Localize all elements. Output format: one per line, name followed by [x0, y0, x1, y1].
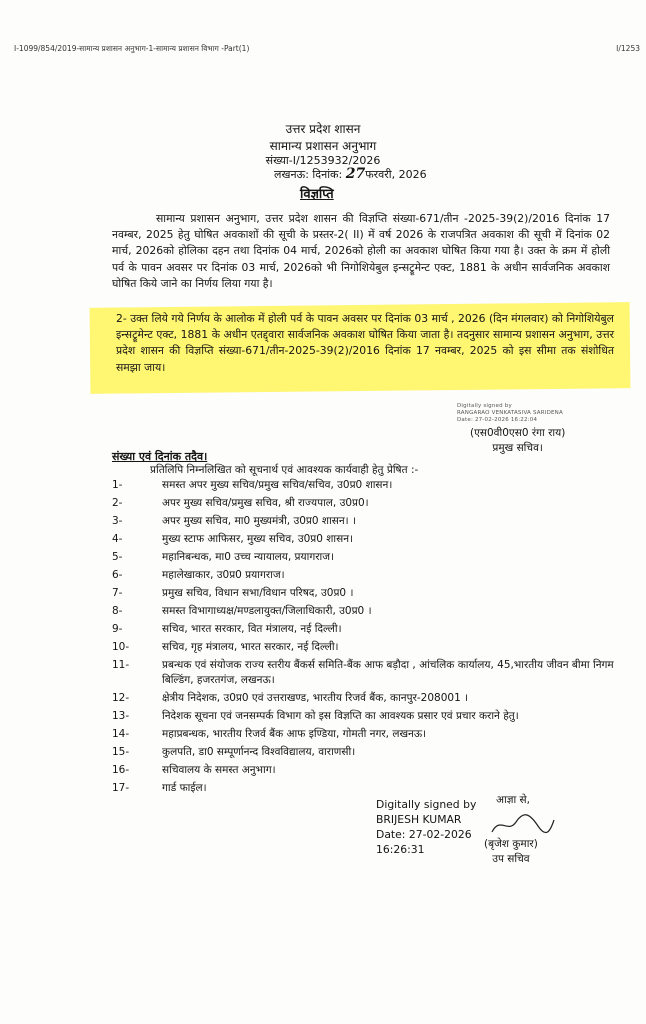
file-reference: I-1099/854/2019-सामान्य प्रशासन अनुभाग-1-सामान्य प्रशासन विभाग -Part(1) [14, 44, 250, 53]
list-item-text: निदेशक सूचना एवं जनसम्पर्क विभाग को इस विज्ञप्ति का आवश्यक प्रसार एवं प्रचार कराने हेतु। [162, 710, 519, 722]
list-item [112, 550, 622, 565]
list-item-number: 12- [112, 692, 130, 704]
list-item-number: 15- [112, 746, 130, 758]
list-item-text: गार्ड फाईल। [162, 782, 207, 794]
list-item-number: 10- [112, 641, 130, 653]
list-item-text: क्षेत्रीय निदेशक, उ0प्र0 एवं उत्तराखण्ड, भारतीय रिजर्व बैंक, कानपुर-208001 । [162, 692, 469, 704]
list-item-number: 17- [112, 782, 130, 794]
list-item [112, 532, 622, 547]
list-item-number: 11- [112, 659, 130, 671]
paragraph-2: 2- उक्त लिये गये निर्णय के आलोक में होली पर्व के पावन अवसर पर दिनांक 03 मार्च , 2026 (दिन मंगलवार) को निगोशियेबुल इन्सट्रूमेन्ट एक्ट, 1881 के अधीन एतद्द्वारा सार्वजनिक अवकाश घोषित किया जाता है। तदनुसार सामान्य प्रशासन अनुभाग, उत्तर प्रदेश शासन की विज्ञप्ति संख्या-671/तीन-2025-39(2)/2016 दिनांक 17 नवम्बर, 2025 को इस सीमा तक संशोधित समझा जाय। [116, 312, 614, 374]
list-item [112, 514, 622, 529]
list-item [112, 658, 622, 688]
list-item-text: प्रबन्धक एवं संयोजक राज्य स्तरीय बैंकर्स समिति-बैंक आफ बड़ौदा , आंचलिक कार्यालय, 45,भारतीय जीवन बीमा निगम बिल्डिंग, हजरतगंज, लखनऊ। [162, 659, 614, 686]
signatory-block [484, 837, 538, 867]
list-item-text: महानिबन्धक, मा0 उच्च न्यायालय, प्रयागराज। [162, 551, 335, 563]
list-item-text: अपर मुख्य सचिव/प्रमुख सचिव, श्री राज्यपाल, उ0प्र0। [162, 497, 369, 509]
digital-signature-2 [376, 797, 476, 857]
sig2-line-4: 16:26:31 [376, 843, 425, 856]
list-item-text: कुलपति, डा0 सम्पूर्णानन्द विश्वविद्यालय, वाराणसी। [162, 746, 356, 758]
list-item-number: 9- [112, 623, 123, 635]
list-item [112, 478, 622, 493]
officer-name: (एस0वी0एस0 रंगा राय) [470, 427, 566, 439]
paragraph-1: सामान्य प्रशासन अनुभाग, उत्तर प्रदेश शासन की विज्ञप्ति संख्या-671/तीन -2025-39(2)/2016 दिनांक 17 नवम्बर, 2025 हेतु घोषित अवकाशों की सूची के प्रस्तर-2( II) में वर्ष 2026 के राजपत्रित अवकाश की सूची में दिनांक 02 मार्च, 2026को होलिका दहन तथा दिनांक 04 मार्च, 2026को होली का अवकाश घोषित किया गया है। उक्त के क्रम में होली पर्व के पावन अवसर पर दिनांक 03 मार्च, 2026को भी निगोशियेबुल इन्सट्रूमेन्ट एक्ट, 1881 के अधीन सार्वजनिक अवकाश घोषित किये जाने का निर्णय लिया गया है। [112, 212, 610, 290]
officer-designation: प्रमुख सचिव। [492, 442, 543, 454]
list-item-number: 6- [112, 569, 123, 581]
by-order-text: आज्ञा से, [496, 794, 530, 806]
list-item [112, 604, 622, 619]
digital-signature-stamp-1 [457, 403, 563, 424]
list-item-text: समस्त विभागाध्यक्ष/मण्डलायुक्त/जिलाधिकारी, उ0प्र0 । [162, 605, 372, 617]
list-item-text: सचिव, भारत सरकार, वित मंत्रालय, नई दिल्ली। [162, 623, 342, 635]
signatory-designation: उप सचिव [492, 853, 530, 865]
stamp-line-2: RANGARAO VENKATASIVA SARIDENA [457, 410, 563, 416]
stamp-line-1: Digitally signed by [457, 403, 512, 409]
list-item [112, 496, 622, 511]
list-item [112, 622, 622, 637]
list-item-text: सचिव, गृह मंत्रालय, भारत सरकार, नई दिल्ली। [162, 641, 339, 653]
letter-date [274, 166, 427, 182]
list-item [112, 727, 622, 742]
list-item-number: 1- [112, 479, 123, 491]
stamp-line-3: Date: 27-02-2026 16:22:04 [457, 417, 538, 423]
list-item-text: समस्त अपर मुख्य सचिव/प्रमुख सचिव/सचिव, उ0प्र0 शासन। [162, 479, 393, 491]
list-item [112, 709, 622, 724]
date-prefix: लखनऊ: दिनांक: [274, 168, 343, 181]
file-reference-right: I/1253 [616, 44, 640, 53]
distribution-intro: प्रतिलिपि निम्नलिखित को सूचनार्थ एवं आवश्यक कार्यवाही हेतु प्रेषित :- [150, 464, 419, 476]
sig2-line-2: BRIJESH KUMAR [376, 813, 462, 826]
handwritten-signature-icon [488, 810, 558, 840]
list-item-text: प्रमुख सचिव, विधान सभा/विधान परिषद, उ0प्र0 । [162, 587, 354, 599]
list-item [112, 640, 622, 655]
list-item-number: 7- [112, 587, 123, 599]
signatory-name: (बृजेश कुमार) [484, 838, 538, 850]
list-item-text: अपर मुख्य सचिव, मा0 मुख्यमंत्री, उ0प्र0 शासन। । [162, 515, 356, 527]
sig2-line-1: Digitally signed by [376, 798, 477, 811]
list-item-text: मुख्य स्टाफ आफिसर, मुख्य सचिव, उ0प्र0 शासन। [162, 533, 354, 545]
list-item-number: 5- [112, 551, 123, 563]
list-item-number: 16- [112, 764, 130, 776]
list-item [112, 568, 622, 583]
list-item-number: 2- [112, 497, 123, 509]
officer-block [470, 426, 565, 456]
list-item-number: 4- [112, 533, 123, 545]
department-name: सामान्य प्रशासन अनुभाग [269, 139, 377, 153]
list-item-number: 8- [112, 605, 123, 617]
list-item [112, 781, 622, 796]
list-item [112, 691, 622, 706]
govt-name: उत्तर प्रदेश शासन [285, 122, 361, 136]
list-item-text: महाप्रबन्धक, भारतीय रिजर्व बैंक आफ इण्डिया, गोमती नगर, लखनऊ। [162, 728, 427, 740]
list-item [112, 586, 622, 601]
distribution-heading: संख्या एवं दिनांक तदैव। [112, 450, 208, 463]
list-item [112, 763, 622, 778]
date-suffix: फरवरी, 2026 [365, 168, 427, 181]
sig2-line-3: Date: 27-02-2026 [376, 828, 472, 841]
list-item-number: 3- [112, 515, 123, 527]
list-item-text: सचिवालय के समस्त अनुभाग। [162, 764, 276, 776]
list-item-number: 14- [112, 728, 130, 740]
list-item-number: 13- [112, 710, 130, 722]
date-day-handwritten: 27 [345, 166, 366, 182]
distribution-list [112, 478, 622, 799]
list-item-text: महालेखाकार, उ0प्र0 प्रयागराज। [162, 569, 285, 581]
letter-number: संख्या-I/1253932/2026 [265, 154, 381, 167]
list-item [112, 745, 622, 760]
notice-title: विज्ञप्ति [300, 187, 334, 202]
